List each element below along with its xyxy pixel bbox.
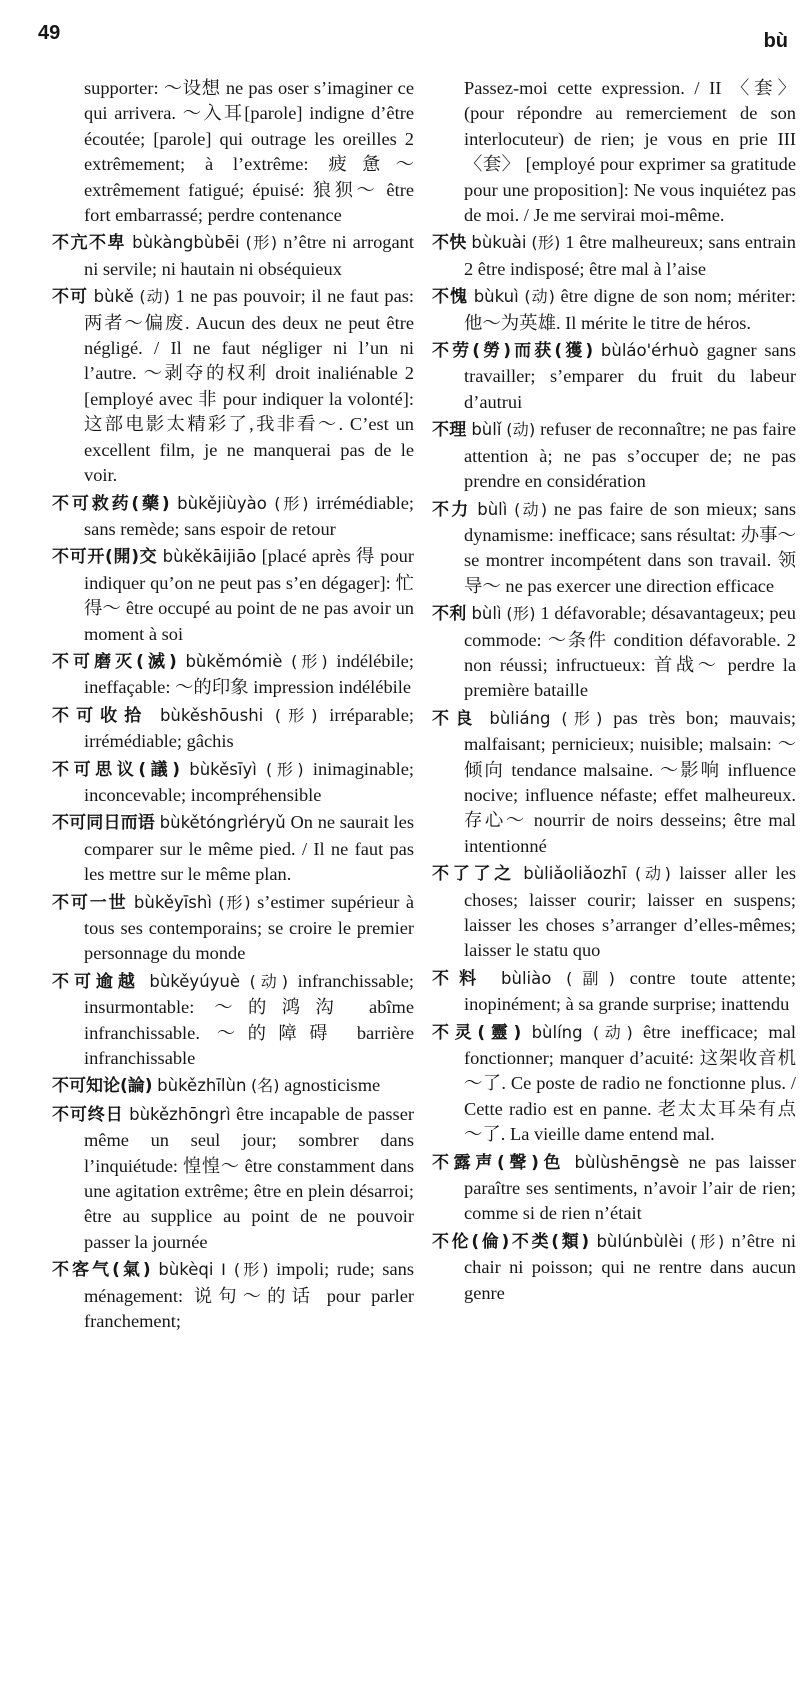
entry-part-of-speech: (形) <box>690 1231 725 1251</box>
dictionary-entry <box>432 1150 796 1227</box>
entry-definition: ne pas faire de son mieux; sans dynamisme: inefficace; sans résultat: 办事～ se montrer incompétent dans son travail. 领导～ ne pas exercer une direction efficace <box>464 498 796 596</box>
entry-pinyin: bùlì <box>471 604 502 624</box>
entry-pinyin: bùkuài <box>471 233 527 253</box>
dictionary-entry <box>432 706 796 859</box>
entry-part-of-speech: (副) <box>566 968 615 988</box>
dictionary-entry <box>52 649 414 701</box>
entry-pinyin: bùláo'érhuò <box>600 341 699 361</box>
entry-definition: être digne de son nom; mériter: 他～为英雄. Il mérite le titre de héros. <box>464 286 796 333</box>
dictionary-entry <box>432 76 796 228</box>
left-column <box>52 76 414 1337</box>
entry-headword: 不亢不卑 <box>52 233 127 254</box>
entry-definition: agnosticisme <box>284 1075 381 1096</box>
dictionary-entry <box>432 417 796 494</box>
entry-headword: 不可开(開)交 <box>52 547 158 568</box>
entry-headword: 不灵(靈) <box>432 1022 522 1043</box>
entry-definition: Passez-moi cette expression. / II 〈套〉 (pour répondre au remerciement de son interlocuteur) de rien; je vous en prie III 〈套〉 [employé pour exprimer sa gratitude pour une proposition]: Ne vous inquiétez pas de moi. / Je me servirai moi-même. <box>464 78 796 226</box>
entry-definition: 1 défavorable; désavantageux; peu commode: ～条件 condition défavorable. 2 non réussi; infructueux: 首战～ perdre la première bataille <box>464 603 796 701</box>
dictionary-entry <box>52 890 414 967</box>
entry-pinyin: bùkěyīshì <box>133 892 212 912</box>
dictionary-entry <box>52 1257 414 1334</box>
entry-definition: impoli; rude; sans ménagement: 说句～的话 pour parler franchement; <box>84 1259 414 1332</box>
dictionary-entry <box>432 230 796 282</box>
entry-part-of-speech: (形) <box>531 233 561 253</box>
page-number: 49 <box>38 22 61 44</box>
entry-definition: être incapable de passer même un seul jour; sombrer dans l’inquiétude: 惶惶～ être constamment dans une agitation extrême; être en plein désarroi; être au supplice au point de ne pouvoir passer la journée <box>84 1103 414 1252</box>
dictionary-entry <box>432 1020 796 1148</box>
dictionary-entry <box>52 1102 414 1255</box>
entry-headword: 不愧 <box>432 287 469 308</box>
dictionary-entry <box>52 230 414 282</box>
entry-headword: 不可收拾 <box>52 705 149 726</box>
entry-headword: 不劳(勞)而获(獲) <box>432 341 594 362</box>
entry-headword: 不可磨灭(滅) <box>52 651 177 672</box>
entry-pinyin: bùkěshōushi <box>159 705 264 725</box>
entry-definition: être inefficace; mal fonctionner; manquer d’acuité: 这架收音机～了. Ce poste de radio ne fonctionne plus. / Cette radio est en panne. 老太太耳朵有点～了. La vieille dame entend mal. <box>464 1021 796 1145</box>
entry-part-of-speech: (动) <box>524 287 555 307</box>
dictionary-entry <box>52 703 414 755</box>
entry-headword: 不客气(氣) <box>52 1260 151 1281</box>
entry-pinyin: bùkězhīlùn <box>157 1076 247 1096</box>
entry-part-of-speech: (动) <box>249 971 288 991</box>
entry-definition: ne pas laisser paraître ses sentiments, n’avoir l’air de rien; comme si de rien n’était <box>464 1151 796 1224</box>
dictionary-entry <box>52 284 414 488</box>
entry-pinyin: bùlúnbùlèi <box>596 1231 684 1251</box>
running-head: bù <box>763 30 788 52</box>
entry-headword: 不可知论(論) <box>52 1076 153 1097</box>
entry-pinyin: bùkàngbùbēi <box>132 233 240 253</box>
entry-pinyin: bùkěmómiè <box>185 651 283 671</box>
dictionary-entry <box>432 338 796 415</box>
dictionary-entry <box>432 284 796 336</box>
dictionary-entry <box>52 1073 414 1099</box>
entry-headword: 不可 <box>52 287 89 308</box>
entry-headword: 不露声(聲)色 <box>432 1152 566 1173</box>
entry-part-of-speech: (形) <box>218 892 251 912</box>
entry-pinyin: bùkěyúyuè <box>149 971 241 991</box>
entry-pinyin: bùkuì <box>473 287 519 307</box>
entry-part-of-speech: (形) <box>274 705 318 725</box>
entry-pinyin: bùliào <box>501 968 552 988</box>
entry-part-of-speech: (动) <box>139 287 170 307</box>
entry-definition: infranchissable; insurmontable: ～的鸿沟 abîme infranchissable. ～的障碍 barrière infranchissable <box>84 970 414 1069</box>
entry-headword: 不可救药(藥) <box>52 493 170 514</box>
dictionary-entry <box>52 544 414 647</box>
right-column <box>432 76 796 1308</box>
entry-headword: 不可同日而语 <box>52 813 155 834</box>
entry-part-of-speech: (名) <box>251 1076 280 1096</box>
dictionary-entry <box>432 601 796 704</box>
entry-definition: 1 être malheureux; sans entrain 2 être indisposé; être mal à l’aise <box>464 232 796 279</box>
entry-definition: [placé après 得 pour indiquer qu’on ne peut pas s’en dégager]: 忙得～ être occupé au point de ne pas avoir un moment à soi <box>84 546 414 644</box>
entry-headword: 不力 <box>432 499 471 520</box>
entry-pinyin: bùkèqi <box>158 1260 214 1280</box>
entry-headword: 不料 <box>432 968 487 989</box>
entry-pinyin: bùliǎoliǎozhī <box>523 864 627 884</box>
entry-pinyin: bùliáng <box>489 708 551 728</box>
entry-pinyin: bùlíng <box>531 1022 583 1042</box>
entry-pinyin: bùkětóngrìéryǔ <box>159 813 286 833</box>
entry-pinyin: bùkěkāijiāo <box>162 547 257 567</box>
dictionary-entry <box>432 1229 796 1306</box>
entry-pinyin: bùlì <box>477 499 508 519</box>
entry-part-of-speech: (动) <box>514 499 548 519</box>
entry-headword: 不利 <box>432 604 467 625</box>
dictionary-entry <box>432 861 796 964</box>
entry-definition: 1 ne pas pouvoir; il ne faut pas: 两者～偏废. Aucun des deux ne peut être négligé. / Il ne faut négliger ni l’un ni l’autre. ～剥夺的权利 droit inaliénable 2 [employé avec 非 pour indiquer la volonté]: 这部电影太精彩了,我非看～. C’est un excellent film, je ne manquerai pas de le voir. <box>84 286 414 486</box>
entry-definition: supporter: ～设想 ne pas oser s’imaginer ce qui arrivera. ～入耳[parole] indigne d’être écoutée; [parole] qui outrage les oreilles 2 extrêmement; à l’extrême: 疲惫～ extrêmement fatigué; épuisé: 狼狈～ être fort embarrassé; perdre contenance <box>84 78 414 226</box>
entry-part-of-speech: (形) <box>506 604 536 624</box>
entry-part-of-speech: (动) <box>592 1022 633 1042</box>
entry-definition: laisser aller les choses; laisser courir; laisser en suspens; laisser les choses s’arranger d’elles-mêmes; laisser le statu quo <box>464 863 796 961</box>
entry-definition: indélébile; ineffaçable: ～的印象 impression indélébile <box>84 650 414 698</box>
entry-part-of-speech: (形) <box>274 493 309 513</box>
entry-pinyin: bùkězhōngrì <box>129 1104 231 1124</box>
entry-part-of-speech: I (形) <box>221 1260 269 1280</box>
entry-definition: refuser de reconnaître; ne pas faire attention à; ne pas s’occuper de; ne pas prendre en considération <box>464 419 796 492</box>
entry-definition: gagner sans travailler; s’emparer du fruit du labeur d’autrui <box>464 340 797 412</box>
entry-part-of-speech: (形) <box>561 708 603 728</box>
entry-pinyin: bùlùshēngsè <box>574 1152 680 1172</box>
entry-headword: 不伦(倫)不类(類) <box>432 1231 590 1252</box>
entry-definition: n’être ni arrogant ni servile; ni hautain ni obséquieux <box>84 232 414 279</box>
entry-definition: irrémédiable; sans remède; sans espoir de retour <box>84 492 414 539</box>
entry-headword: 不可逾越 <box>52 971 140 992</box>
entry-pinyin: bùkě <box>93 287 134 307</box>
entry-definition: n’être ni chair ni poisson; qui ne rentre dans aucun genre <box>464 1230 796 1303</box>
dictionary-entry <box>432 966 796 1018</box>
dictionary-entry <box>52 491 414 543</box>
entry-headword: 不了了之 <box>432 864 515 885</box>
entry-pinyin: bùkějiùyào <box>177 493 267 513</box>
entry-definition: inimaginable; inconcevable; incompréhensible <box>84 758 414 805</box>
dictionary-entry <box>52 757 414 809</box>
entry-definition: contre toute attente; inopinément; à sa grande surprise; inattendu <box>464 967 796 1015</box>
entry-headword: 不可终日 <box>52 1104 124 1125</box>
entry-headword: 不可一世 <box>52 892 128 913</box>
entry-definition: s’estimer supérieur à tous ses contemporains; se croire le premier personnage du monde <box>84 891 415 964</box>
entry-part-of-speech: (形) <box>266 759 304 779</box>
entry-part-of-speech: (形) <box>291 651 328 671</box>
entry-part-of-speech: (动) <box>506 420 536 440</box>
entry-part-of-speech: (形) <box>245 233 278 253</box>
entry-definition: irréparable; irrémédiable; gâchis <box>84 704 414 752</box>
entry-headword: 不可思议(議) <box>52 759 181 780</box>
entry-headword: 不良 <box>432 708 479 729</box>
entry-definition: pas très bon; mauvais; malfaisant; pernicieux; nuisible; malsain: ～倾向 tendance malsaine. ～影响 influence nocive; influence néfaste; effet malheureux. 存心～ nourrir de noirs desseins; être mal intentionné <box>464 707 796 856</box>
dictionary-entry <box>432 497 796 600</box>
dictionary-entry <box>52 76 414 228</box>
entry-headword: 不快 <box>432 233 467 254</box>
entry-pinyin: bùkěsīyì <box>189 759 257 779</box>
entry-pinyin: bùlǐ <box>471 420 502 440</box>
entry-definition: On ne saurait les comparer sur le même pied. / Il ne faut pas les mettre sur le même plan. <box>84 812 414 885</box>
dictionary-entry <box>52 810 414 887</box>
entry-headword: 不理 <box>432 420 467 441</box>
dictionary-entry <box>52 969 414 1072</box>
entry-part-of-speech: (动) <box>634 864 671 884</box>
